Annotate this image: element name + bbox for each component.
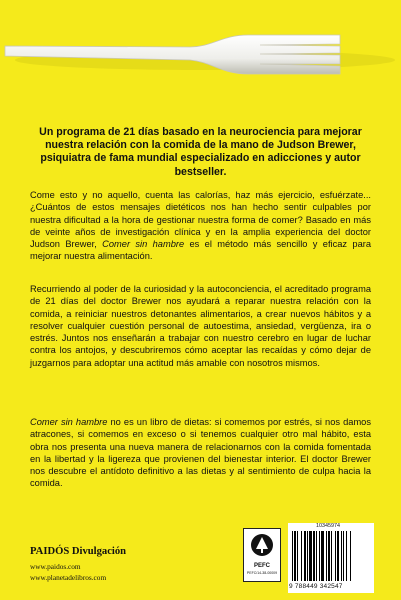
description-paragraph-2: Recurriendo al poder de la curiosidad y la autoconciencia, el acreditado programa de 21 días del doctor Brewer nos ayudará a reparar nuestra relación con la comida, a reiniciar nuestros detonantes alimentarios, a crear nuevos hábitos y a resolver cualquier cuestión personal de autoestima, ansiedad, vergüenza, ira o estrés. Juntos nos enseñarán a trabajar con nuestro cerebro en lugar de luchar contra los antojos, y descubriremos cómo aceptar las recaídas y cómo dejar de juzgarnos para adoptar una actitud más amable con nosotros mismos.: [30, 284, 371, 368]
pefc-label: PEFC: [253, 563, 270, 569]
description-paragraph-3: [30, 416, 371, 490]
description-paragraph-1: [30, 189, 371, 263]
publisher-name: PAIDÓS Divulgación: [30, 546, 127, 557]
paragraph-1-text-after: es el método más sencillo y eficaz para mejorar nuestra alimentación.: [30, 239, 372, 262]
barcode: [292, 531, 370, 581]
fork-image: [0, 0, 401, 120]
isbn-code: 10345974: [316, 523, 340, 529]
lead-paragraph: Un programa de 21 días basado en la neurociencia para mejorar nuestra relación con la comida de la mano de Judson Brewer, psiquiatra de fama mundial especializado en adicciones y autor bestseller.: [39, 126, 362, 178]
paragraph-3-text-after: no es un libro de dietas: si comemos por estrés, si nos damos atracones, si comemos en exceso o si tenemos cualquier otro mal hábito, esta obra nos presenta una nueva manera de relacionarnos con la comida fomentada en la libertad y la ligereza que provienen del bienestar interior. El doctor Brewer nos descubre el antídoto definitivo a las dietas y al sentimiento de culpa hacia la comida.: [30, 417, 372, 489]
paragraph-1-text-before: Come esto y no aquello, cuenta las calorías, haz más ejercicio, esfuérzate... ¿Cuántos de estos mensajes dietéticos nos han hecho sentir culpables por nuestra dificultad a la hora de gestionar nuestra forma de comer? Basado en más de veinte años de investigación clínica y en la amplia experiencia del doctor Judson Brewer,: [30, 190, 371, 250]
publisher-urls: [30, 561, 106, 583]
tree-icon: [244, 529, 280, 561]
pefc-logo: [243, 528, 281, 582]
url-planeta: www.planetadelibros.com: [30, 573, 107, 582]
url-paidos: www.paidos.com: [30, 562, 81, 571]
pefc-sub: PEFC/14-38-00009: [246, 571, 278, 575]
book-title-italic: Comer sin hambre: [102, 239, 185, 250]
book-title-italic: Comer sin hambre: [30, 417, 108, 427]
isbn-digits: 9 788449 342547: [289, 583, 343, 590]
